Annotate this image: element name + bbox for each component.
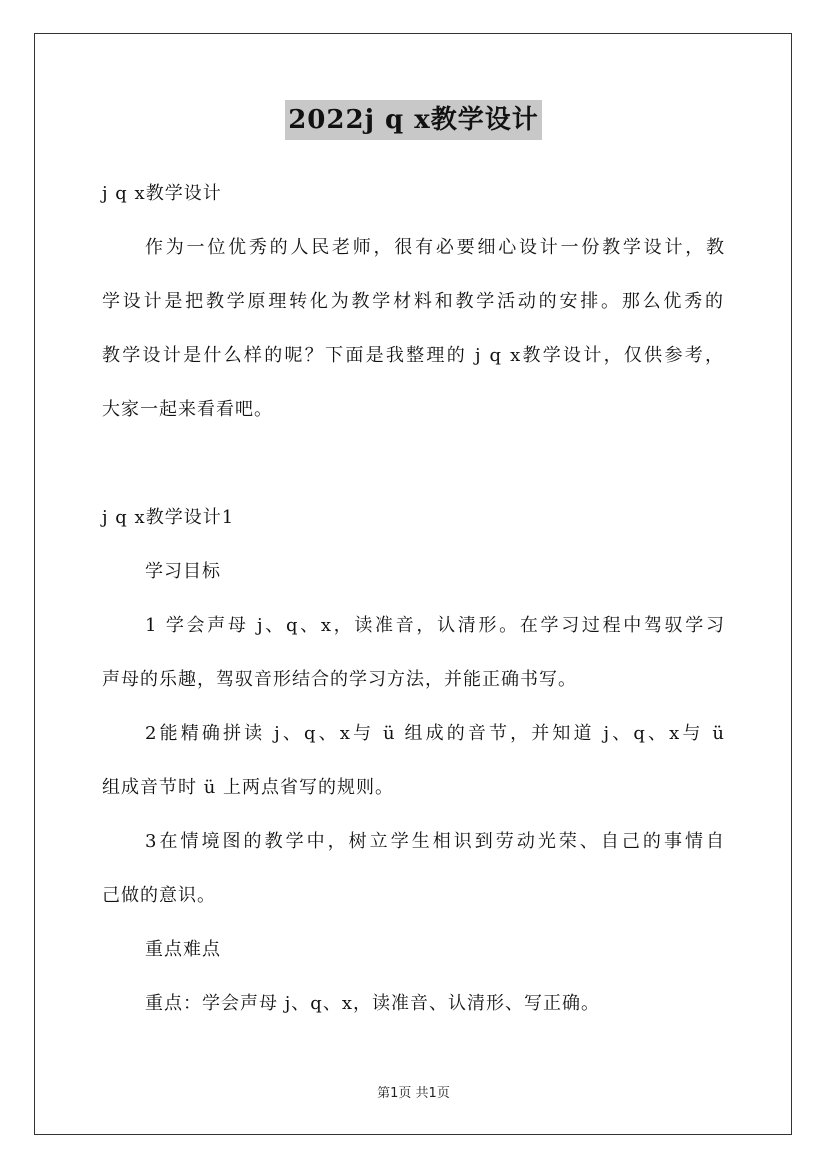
paragraph-line: 学设计是把教学原理转化为教学材料和教学活动的安排。那么优秀的 (102, 291, 724, 312)
paragraph-line: 己做的意识。 (102, 885, 216, 906)
subheading-key-points: 重点难点 (145, 939, 221, 960)
paragraph-line: 重点：学会声母 j、q、x，读准音、认清形、写正确。 (145, 993, 600, 1014)
section-heading: j q x教学设计1 (102, 507, 235, 528)
paragraph-line: 1 学会声母 j、q、x，读准音，认清形。在学习过程中驾驭学习 (145, 615, 725, 636)
paragraph-line: 作为一位优秀的人民老师，很有必要细心设计一份教学设计，教 (145, 237, 725, 258)
subheading-learning-goals: 学习目标 (145, 561, 221, 582)
paragraph-line: 教学设计是什么样的呢？下面是我整理的 j q x教学设计，仅供参考， (102, 345, 724, 366)
paragraph-line: 2能精确拼读 j、q、x与 ü 组成的音节，并知道 j、q、x与 ü (145, 723, 725, 744)
paragraph-line: 大家一起来看看吧。 (102, 399, 273, 420)
paragraph-line: 声母的乐趣，驾驭音形结合的学习方法，并能正确书写。 (102, 669, 577, 690)
paragraph-line: 3在情境图的教学中，树立学生相识到劳动光荣、自己的事情自 (145, 831, 725, 852)
page-footer: 第1页 共1页 (377, 1086, 450, 1101)
document-title: 2022j q x教学设计 (285, 100, 542, 140)
paragraph-line: 组成音节时 ü 上两点省写的规则。 (102, 777, 395, 798)
document-title-wrap (0, 100, 827, 140)
subtitle-line: j q x教学设计 (102, 183, 222, 204)
